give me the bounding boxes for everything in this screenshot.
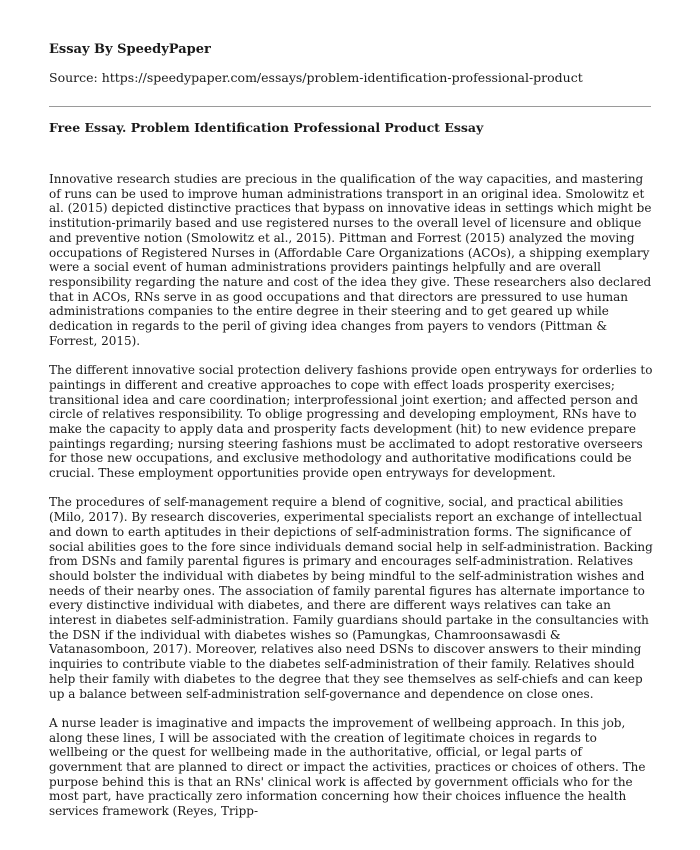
paragraph: A nurse leader is imaginative and impacts the improvement of wellbeing approach. In this job, along these lines, I will be associated with the creation of legitimate choices in regards to wellbeing or the quest for wellbeing made in the authoritative, official, or legal parts of government that are planned to direct or impact the activities, practices or choices of others. The purpose behind this is that an RNs' clinical work is affected by government officials who for the most part, have practically zero information concerning how their choices influence the health services framework (Reyes, Tripp- [49,715,646,819]
document-header-title: Essay By SpeedyPaper [49,42,211,57]
divider [49,106,651,107]
source-line: Source: https://speedypaper.com/essays/problem-identification-professional-product [49,70,583,85]
paragraph: The different innovative social protection delivery fashions provide open entryways for orderlies to paintings in different and creative approaches to cope with effect loads prosperity exercises; transitional idea and care coordination; interprofessional joint exertion; and affected person and circle of relatives responsibility. To oblige progressing and developing employment, RNs have to make the capacity to apply data and prosperity facts development (hit) to new evidence prepare paintings regarding; nursing steering fashions must be acclimated to adopt restorative overseers for those new occupations, and exclusive methodology and authoritative modifications could be crucial. These employment opportunities provide open entryways for development. [49,363,653,481]
paragraph: The procedures of self-management require a blend of cognitive, social, and practical abilities (Milo, 2017). By research discoveries, experimental specialists report an exchange of intellectual and down to earth aptitudes in their depictions of self-administration forms. The significance of social abilities goes to the fore since individuals demand social help in self-administration. Backing from DSNs and family parental figures is primary and encourages self-administration. Relatives should bolster the individual with diabetes by being mindful to the self-administration wishes and needs of their nearby ones. The association of family parental figures has alternate importance to every distinctive individual with diabetes, and there are different ways relatives can take an interest in diabetes self-administration. Family guardians should partake in the consultancies with the DSN if the individual with diabetes wishes so (Pamungkas, Chamroonsawasdi & Vatanasomboon, 2017). Moreover, relatives also need DSNs to discover answers to their minding inquiries to contribute viable to the diabetes self-administration of their family. Relatives should help their family with diabetes to the degree that they see themselves as self-chiefs and can keep up a balance between self-administration self-governance and dependence on close ones. [49,495,653,701]
paragraph: Innovative research studies are precious in the qualification of the way capacities, and mastering of runs can be used to improve human administrations transport in an original idea. Smolowitz et al. (2015) depicted distinctive practices that bypass on innovative ideas in settings which might be institution-primarily based and use registered nurses to the overall level of licensure and oblique and preventive notion (Smolowitz et al., 2015). Pittman and Forrest (2015) analyzed the moving occupations of Registered Nurses in (Affordable Care Organizations (ACOs), a shipping exemplary were a social event of human administrations providers paintings helpfully and are overall responsibility regarding the nature and cost of the idea they give. These researchers also declared that in ACOs, RNs serve in as good occupations and that directors are pressured to use human administrations companies to the entire degree in their steering and to get geared up while dedication in regards to the peril of giving idea changes from payers to vendors (Pittman & Forrest, 2015). [49,172,652,348]
essay-title: Free Essay. Problem Identification Professional Product Essay [49,120,484,135]
essay-body [49,172,653,834]
